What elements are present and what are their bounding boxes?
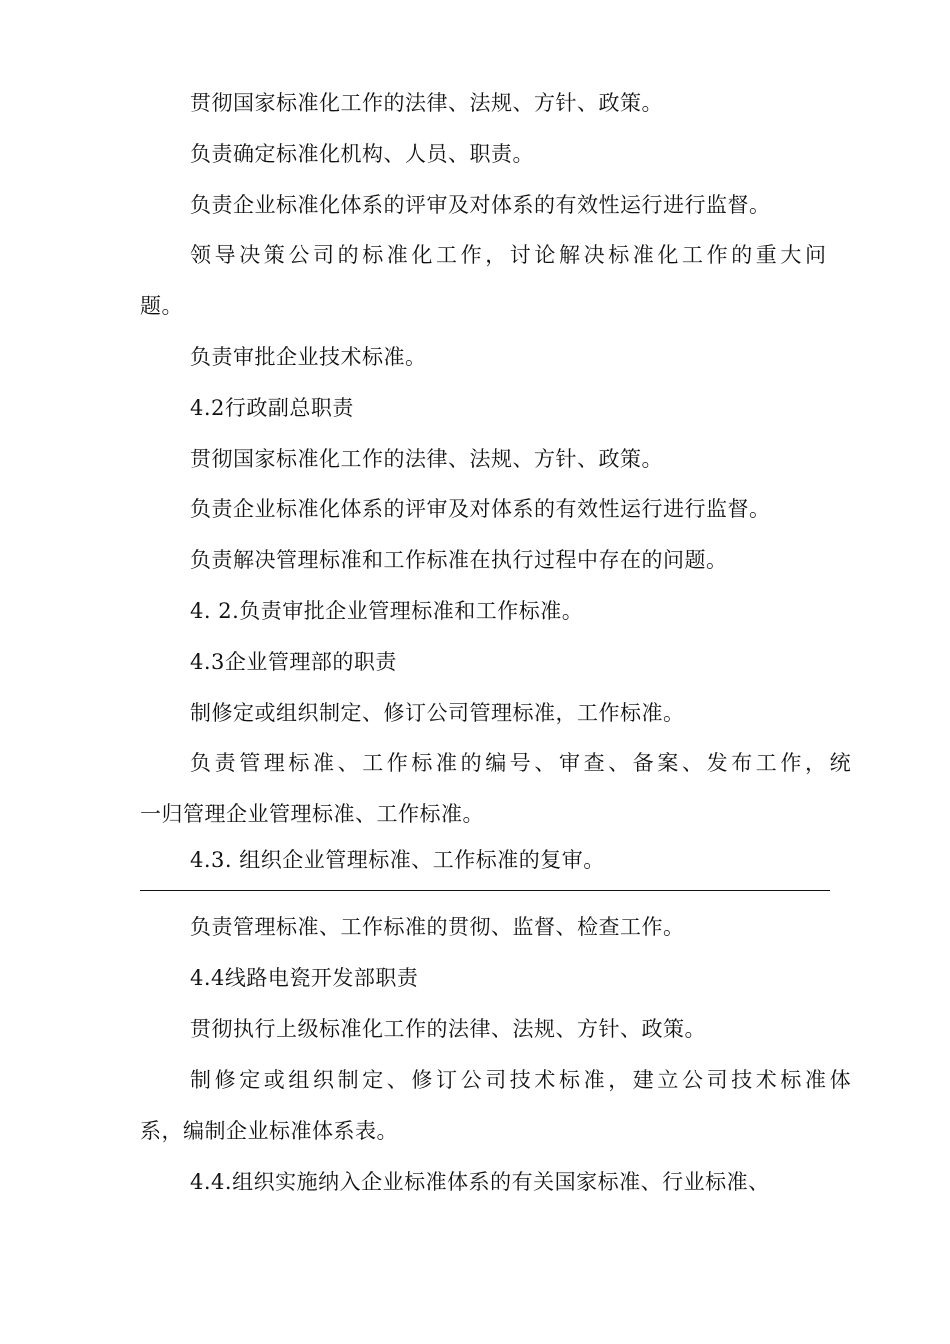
paragraph-line: 负责企业标准化体系的评审及对体系的有效性运行进行监督。 [190, 497, 771, 521]
paragraph-line: 负责确定标准化机构、人员、职责。 [190, 142, 534, 166]
horizontal-divider [140, 890, 830, 891]
paragraph-line: 领导决策公司的标准化工作，讨论解决标准化工作的重大问 [190, 243, 830, 267]
paragraph-line: 贯彻国家标准化工作的法律、法规、方针、政策。 [190, 91, 663, 115]
paragraph-line: 负责解决管理标准和工作标准在执行过程中存在的问题。 [190, 548, 728, 572]
paragraph-line: 负责管理标准、工作标准的贯彻、监督、检查工作。 [190, 915, 685, 939]
section-heading: 4.3企业管理部的职责 [190, 650, 397, 674]
paragraph-line: 贯彻国家标准化工作的法律、法规、方针、政策。 [190, 447, 663, 471]
paragraph-line: 制修定或组织制定、修订公司管理标准，工作标准。 [190, 701, 685, 725]
section-heading: 4.2行政副总职责 [190, 396, 354, 420]
paragraph-continuation: 系，编制企业标准体系表。 [140, 1119, 398, 1143]
paragraph-continuation: 题。 [140, 294, 183, 318]
paragraph-line: 负责企业标准化体系的评审及对体系的有效性运行进行监督。 [190, 193, 771, 217]
paragraph-line: 负责管理标准、工作标准的编号、审查、备案、发布工作，统 [190, 751, 855, 775]
paragraph-line: 负责审批企业技术标准。 [190, 345, 427, 369]
paragraph-continuation: 一归管理企业管理标准、工作标准。 [140, 802, 484, 826]
section-heading: 4.4线路电瓷开发部职责 [190, 966, 419, 990]
paragraph-line: 4. 2.负责审批企业管理标准和工作标准。 [190, 599, 584, 623]
paragraph-line: 制修定或组织制定、修订公司技术标准，建立公司技术标准体 [190, 1068, 855, 1092]
paragraph-line: 贯彻执行上级标准化工作的法律、法规、方针、政策。 [190, 1017, 706, 1041]
paragraph-line: 4.3. 组织企业管理标准、工作标准的复审。 [190, 848, 605, 872]
paragraph-line: 4.4.组织实施纳入企业标准体系的有关国家标准、行业标准、 [190, 1170, 770, 1194]
